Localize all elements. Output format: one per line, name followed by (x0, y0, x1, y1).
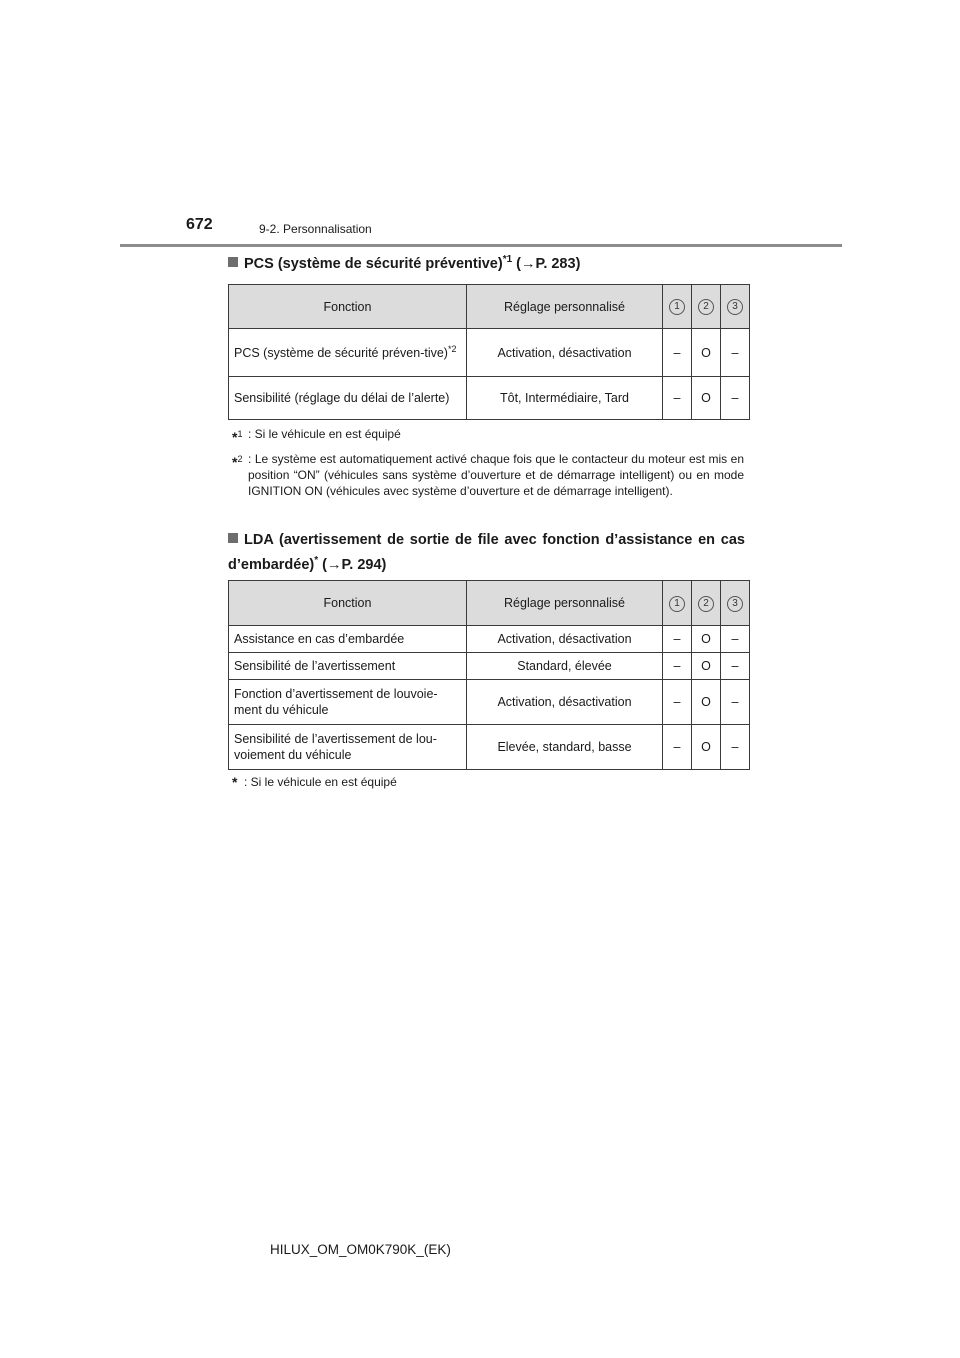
setting-options: Activation, désactivation (467, 626, 663, 653)
circled-number-icon: 2 (698, 299, 714, 315)
setting-options: Standard, élevée (467, 653, 663, 680)
function-name: Fonction d’avertissement de louvoie-ment du véhicule (229, 680, 467, 725)
footnote-text: : Si le véhicule en est équipé (244, 775, 397, 789)
page-reference: (→P. 294) (318, 557, 387, 573)
section-label: 9-2. Personnalisation (259, 222, 372, 236)
mode-1-value: – (663, 725, 692, 770)
heading-footnote-mark: * (314, 555, 319, 567)
footnote-text: : Si le véhicule en est équipé (248, 427, 401, 441)
table-header-row (229, 581, 750, 626)
mode-3-value: – (721, 680, 750, 725)
footnote (232, 774, 744, 790)
mode-2-value: O (692, 653, 721, 680)
column-header-3 (721, 285, 750, 329)
table-row (229, 725, 750, 770)
function-name: Sensibilité (réglage du délai de l’alerte) (229, 377, 467, 420)
column-header-setting: Réglage personnalisé (467, 581, 663, 626)
mode-1-value: – (663, 329, 692, 377)
table-row (229, 377, 750, 420)
column-header-function: Fonction (229, 285, 467, 329)
square-bullet-icon (228, 533, 238, 543)
circled-number-icon: 3 (727, 299, 743, 315)
page-number: 672 (186, 216, 213, 233)
column-header-3 (721, 581, 750, 626)
table-row (229, 329, 750, 377)
column-header-1 (663, 285, 692, 329)
circled-number-icon: 3 (727, 596, 743, 612)
table-row (229, 680, 750, 725)
heading-footnote-mark: *1 (502, 254, 513, 266)
header-rule (120, 244, 842, 247)
column-header-2 (692, 285, 721, 329)
function-name (229, 329, 467, 377)
mode-1-value: – (663, 680, 692, 725)
heading-text: LDA (avertissement de sortie de file avec fonction d’assistance en cas d’embardée) (228, 532, 745, 573)
mode-3-value: – (721, 626, 750, 653)
circled-number-icon: 2 (698, 596, 714, 612)
column-header-setting: Réglage personnalisé (467, 285, 663, 329)
table-header-row (229, 285, 750, 329)
mode-2-value: O (692, 725, 721, 770)
circled-number-icon: 1 (669, 299, 685, 315)
footnote-mark: * (232, 774, 238, 790)
column-header-2 (692, 581, 721, 626)
document-code: HILUX_OM_OM0K790K_(EK) (270, 1242, 451, 1257)
mode-2-value: O (692, 626, 721, 653)
footnote (232, 451, 744, 499)
function-name: Sensibilité de l’avertissement de lou-voiement du véhicule (229, 725, 467, 770)
mode-2-value: O (692, 377, 721, 420)
function-name-text: PCS (système de sécurité préven-tive) (234, 345, 448, 360)
section-heading-lda (228, 528, 745, 578)
setting-options: Elevée, standard, basse (467, 725, 663, 770)
column-header-1 (663, 581, 692, 626)
column-header-function: Fonction (229, 581, 467, 626)
mode-3-value: – (721, 653, 750, 680)
function-name: Sensibilité de l’avertissement (229, 653, 467, 680)
footnote-mark: *2 (447, 343, 457, 354)
lda-settings-table (228, 580, 750, 770)
heading-text: PCS (système de sécurité préventive) (244, 256, 503, 272)
circled-number-icon: 1 (669, 596, 685, 612)
table-row (229, 626, 750, 653)
section-heading-pcs (228, 252, 748, 277)
table-row (229, 653, 750, 680)
mode-1-value: – (663, 653, 692, 680)
footnote-mark: *$^2$ (232, 454, 243, 470)
mode-3-value: – (721, 725, 750, 770)
footnote (232, 426, 744, 445)
setting-options: Tôt, Intermédiaire, Tard (467, 377, 663, 420)
footnote-text: : Le système est automatiquement activé chaque fois que le contacteur du moteur est mis en position “ON” (véhicules sans système d’ouverture et de démarrage intelligent) ou en mode IGNITION ON (véhicules avec système d’ouverture et de démarrage intelligent). (248, 452, 744, 498)
mode-1-value: – (663, 626, 692, 653)
page-reference: (→P. 283) (512, 256, 581, 272)
mode-2-value: O (692, 680, 721, 725)
setting-options: Activation, désactivation (467, 329, 663, 377)
mode-1-value: – (663, 377, 692, 420)
mode-2-value: O (692, 329, 721, 377)
pcs-settings-table (228, 284, 750, 420)
footnote-mark: *$^1$ (232, 429, 243, 445)
square-bullet-icon (228, 257, 238, 267)
mode-3-value: – (721, 329, 750, 377)
function-name: Assistance en cas d’embardée (229, 626, 467, 653)
setting-options: Activation, désactivation (467, 680, 663, 725)
mode-3-value: – (721, 377, 750, 420)
